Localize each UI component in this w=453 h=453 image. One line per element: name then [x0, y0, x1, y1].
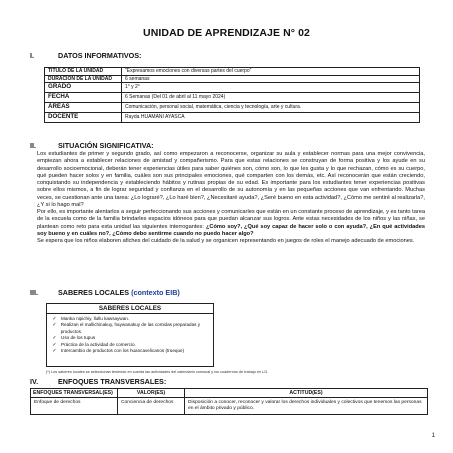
list-item-text: Manka nipichiy, llullu kawsaywan.	[61, 316, 130, 321]
column-header: VALOR(ES)	[118, 389, 185, 398]
section-1-title: DATOS INFORMATIVOS:	[58, 51, 142, 60]
section-4-number: IV.	[30, 377, 39, 386]
document-title: UNIDAD DE APRENDIZAJE N° 02	[143, 27, 310, 39]
info-row	[45, 75, 420, 83]
enfoques-table	[30, 388, 428, 415]
list-item	[52, 348, 213, 354]
checkmark-icon: ✓	[52, 322, 57, 329]
info-row	[45, 93, 420, 103]
info-key: GRADO	[45, 83, 122, 93]
info-row	[45, 68, 420, 76]
info-key: DOCENTE	[45, 113, 122, 123]
eib-context-label: (contexto EIB)	[131, 288, 180, 297]
paragraph: Se espera que los niños elaboren afiches del cuidado de la salud y se organicen representando en juegos de roles el manejo adecuado de emociones.	[37, 238, 415, 244]
list-item	[52, 322, 213, 335]
info-key: ÁREAS	[45, 103, 122, 113]
saberes-note: (*) Los saberes locales se seleccionan teniendo en cuenta las actividades del calendario comunal y los cuadernos de trabajo en LO.	[46, 370, 269, 374]
info-value: Comunicación, personal social, matemática, ciencia y tecnología, arte y cultura.	[122, 103, 420, 113]
questions-text: ¿Cómo soy?, ¿Qué soy capaz de hacer solo o con ayuda?, ¿En qué actividades soy bueno y en cuáles no?, ¿Cómo debo sentirme cuando no puedo hacer algo?	[37, 223, 425, 237]
saberes-box-title: SABERES LOCALES	[47, 304, 213, 314]
section-3-title: SABERES LOCALES	[58, 288, 130, 297]
paragraph	[37, 209, 425, 238]
table-header-row	[31, 389, 428, 398]
section-3-heading	[30, 288, 180, 297]
section-4-heading	[30, 377, 166, 386]
section-2-heading	[30, 141, 154, 150]
column-header: ENFOQUES TRANSVERSAL(ES)	[31, 389, 118, 398]
table-row	[31, 398, 428, 415]
saberes-locales-box	[46, 303, 214, 367]
checkmark-icon: ✓	[52, 348, 57, 355]
datos-informativos-table	[44, 67, 420, 123]
info-key: TITULO DE LA UNIDAD	[45, 68, 122, 76]
saberes-list	[47, 316, 213, 354]
situacion-significativa-text	[37, 151, 425, 245]
info-key: FECHA	[45, 93, 122, 103]
list-item-text: Práctica de la actividad de comercio.	[61, 341, 136, 347]
info-row	[45, 103, 420, 113]
valor-cell: Conciencia de derechos	[118, 398, 185, 415]
info-value: Rayda HUAMANI AYASCA	[122, 113, 420, 123]
list-item-text: Realizan el mallichinakuy, haywanakuy de las comidas preparadas y productos.	[60, 322, 201, 334]
section-2-number: II.	[30, 141, 36, 150]
list-item-text: Uso de los tupus	[61, 335, 96, 341]
section-3-number: III.	[30, 288, 38, 297]
checkmark-icon: ✓	[52, 335, 57, 342]
info-row	[45, 83, 420, 93]
checkmark-icon: ✓	[52, 316, 57, 322]
actitud-cell: Disposición a conocer, reconocer y valorar los derechos individuales y colectivos que tenemos las personas en el ámbito privado y público.	[185, 398, 428, 415]
section-1-heading	[30, 51, 141, 60]
info-key: DURACION DE LA UNIDAD	[45, 75, 122, 83]
paragraph: Los estudiantes de primer y segundo grado, así como empezaron a reconocerse, organizar su aula y establecer normas para una mejor convivencia, empiezan ahora a establecer relaciones de amistad y compañerismo. Para que estas relaciones se construyan de forma positiva y los ayude en su desarrollo socioemocional, deberán tener experiencias útiles para saber quiénes son, cómo son, lo que les gusta y lo que rechazan, cómo es su cuerpo, qué pueden hacer solos y en familia, cuáles son sus principales emociones, qué comparten con los demás, etc. Así reconocerán que están creciendo, conquistando su independencia y estableciendo hábitos y rutinas propias de su edad. Es importante para los estudiantes tener experiencias positivas sobre ellos mismos, a fin de lograr seguridad y confianza en el desarrollo de su autonomía y en las pequeñas acciones que van enfrentando. Muchas veces, se cuestionan ante una tarea: ¿Lo lograré?, ¿Lo haré bien?, ¿Necesitaré ayuda?, ¿Seré bueno en esta actividad?, ¿Cómo me sentiré al realizarla?, ¿Y si lo hago mal?	[37, 151, 425, 208]
section-2-title: SITUACIÓN SIGNIFICATIVA:	[58, 141, 154, 150]
paragraph-text: Por ello, es importante alentarlos a seguir perfeccionando sus acciones y comunicarles que están en un constante proceso de aprendizaje, y es tanto tarea de la escuela como de la familia brindarles espacios idóneos para que puedan alcanzar sus logros. Ante estas necesidades de los niños y las niñas, se plantean como reto para esta unidad las siguientes interrogantes:	[37, 209, 425, 230]
info-value: "Expresamos emociones con diversas partes del cuerpo"	[122, 68, 420, 76]
column-header: ACTITUD(ES)	[185, 389, 428, 398]
info-value: 6 semanas	[122, 75, 420, 83]
info-value: 6 Semanas (Del 01 de abril al 11 mayo 2024)	[122, 93, 420, 103]
info-row	[45, 113, 420, 123]
info-value: 1° y 2°	[122, 83, 420, 93]
checkmark-icon: ✓	[52, 341, 57, 348]
list-item-text: Intercambio de productos con los huancavelicanos (trueque)	[61, 348, 185, 354]
section-1-number: I.	[30, 51, 34, 60]
page-number: 1	[431, 433, 435, 439]
enfoque-cell: Enfoque de derechos	[31, 398, 118, 415]
section-4-title: ENFOQUES TRANSVERSALES:	[58, 377, 167, 386]
